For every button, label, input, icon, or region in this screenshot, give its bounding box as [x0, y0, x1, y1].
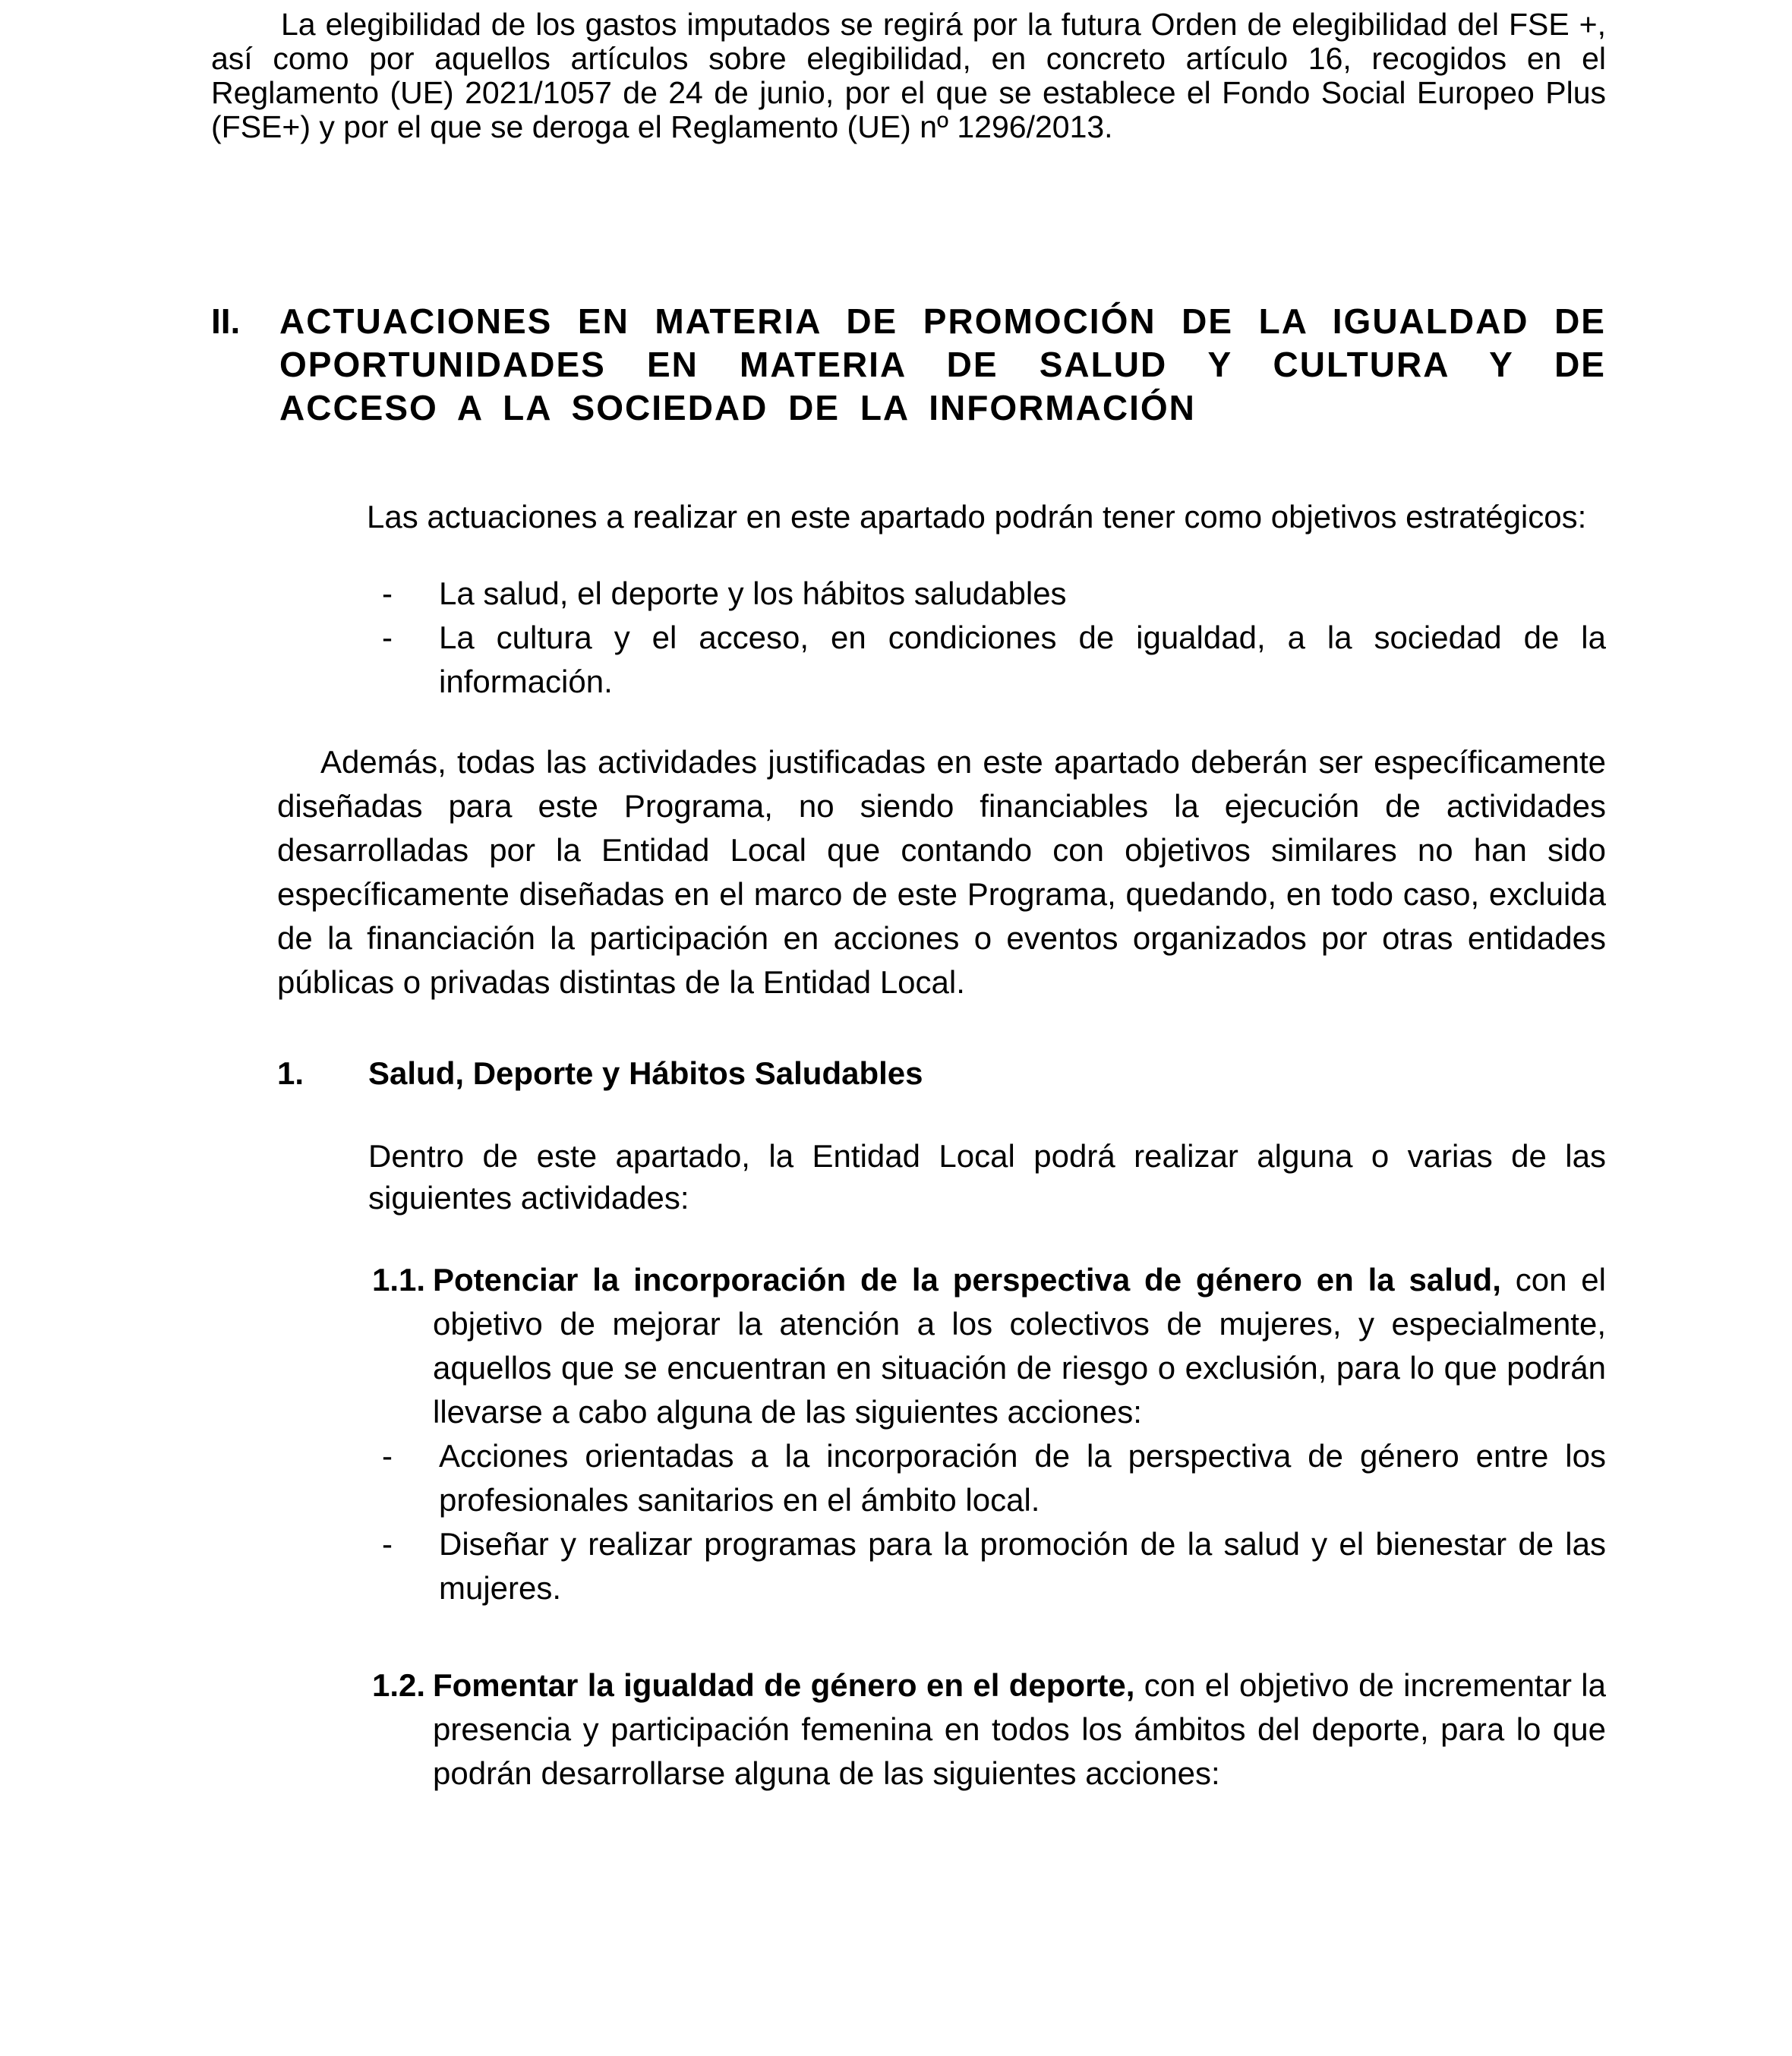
objectives-list	[211, 572, 1606, 704]
item-1-1-actions-list	[211, 1434, 1606, 1610]
subsection-1-title: Salud, Deporte y Hábitos Saludables	[368, 1055, 923, 1091]
item-1-2-lead-bold: Fomentar la igualdad de género en el deporte,	[433, 1667, 1135, 1703]
list-item-text: Diseñar y realizar programas para la promoción de la salud y el bienestar de las mujeres.	[439, 1526, 1606, 1606]
item-1-1-text	[433, 1258, 1606, 1434]
dash-bullet: -	[382, 620, 393, 655]
item-1-1	[372, 1258, 1606, 1434]
section-ii-intro: Las actuaciones a realizar en este apartado podrán tener como objetivos estratégicos:	[367, 499, 1587, 534]
section-ii-title: ACTUACIONES EN MATERIA DE PROMOCIÓN DE LA IGUALDAD DE OPORTUNIDADES EN MATERIA DE SALUD Y CULTURA Y DE ACCESO A LA SOCIEDAD DE LA INFORMACIÓN	[279, 301, 1606, 427]
subsection-1-intro: Dentro de este apartado, la Entidad Local podrá realizar alguna o varias de las siguientes actividades:	[368, 1138, 1606, 1216]
item-1-1-body: con el objetivo de mejorar la atención a los colectivos de mujeres, y especialmente, aquellos que se encuentran en situación de riesgo o exclusión, para lo que podrán llevarse a cabo alguna de las siguientes acciones:	[433, 1262, 1606, 1430]
section-ii-number: II.	[211, 301, 241, 341]
list-item-text: Acciones orientadas a la incorporación de la perspectiva de género entre los profesionales sanitarios en el ámbito local.	[439, 1438, 1606, 1518]
list-item	[382, 616, 1606, 704]
list-item	[382, 1434, 1606, 1522]
paragraph-ademas-note: Además, todas las actividades justificadas en este apartado deberán ser específicamente diseñadas para este Programa, no siendo financiables la ejecución de actividades desarrolladas por la Entidad Local que contando con objetivos similares no han sido específicamente diseñadas en el marco de este Programa, quedando, en todo caso, excluida de la financiación la participación en acciones o eventos organizados por otras entidades públicas o privadas distintas de la Entidad Local.	[277, 744, 1606, 1000]
dash-bullet: -	[382, 575, 393, 611]
item-1-2	[372, 1663, 1606, 1796]
item-1-2-text	[433, 1663, 1606, 1796]
dash-bullet: -	[382, 1438, 393, 1474]
list-item-text: La cultura y el acceso, en condiciones de igualdad, a la sociedad de la información.	[439, 620, 1606, 699]
item-1-1-lead-bold: Potenciar la incorporación de la perspectiva de género en la salud,	[433, 1262, 1501, 1298]
list-item	[382, 1522, 1606, 1610]
item-1-2-number: 1.2.	[372, 1667, 426, 1703]
section-ii-heading	[211, 300, 1606, 430]
list-item	[382, 572, 1606, 616]
subsection-1-number: 1.	[277, 1055, 304, 1091]
dash-bullet: -	[382, 1526, 393, 1562]
item-1-2-body: con el objetivo de incrementar la presencia y participación femenina en todos los ámbitos del deporte, para lo que podrán desarrollarse alguna de las siguientes acciones:	[433, 1667, 1606, 1791]
item-1-1-number: 1.1.	[372, 1262, 426, 1298]
subsection-1-heading	[277, 1052, 1606, 1096]
list-item-text: La salud, el deporte y los hábitos saludables	[439, 575, 1067, 611]
paragraph-eligibility: La elegibilidad de los gastos imputados se regirá por la futura Orden de elegibilidad del FSE +, así como por aquellos artículos sobre elegibilidad, en concreto artículo 16, recogidos en el Reglamento (UE) 2021/1057 de 24 de junio, por el que se establece el Fondo Social Europeo Plus (FSE+) y por el que se deroga el Reglamento (UE) nº 1296/2013.	[211, 7, 1606, 144]
